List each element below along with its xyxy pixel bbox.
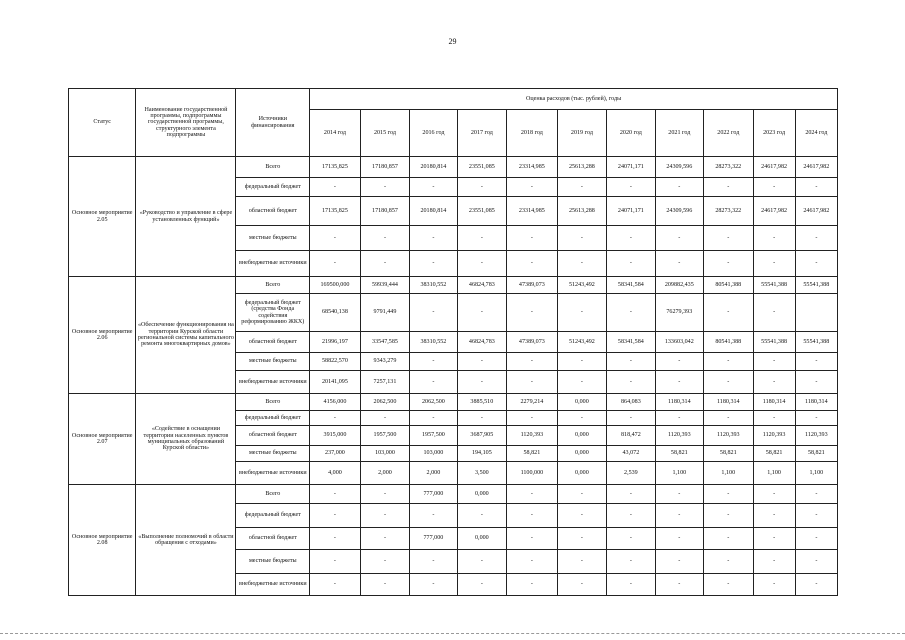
value-cell: 3687,905: [457, 426, 507, 446]
source-cell: Всего: [236, 485, 310, 504]
source-cell: местные бюджеты: [236, 226, 310, 251]
value-cell: 17135,825: [310, 197, 361, 226]
header-year: 2024 год: [795, 110, 837, 157]
value-cell: -: [360, 411, 410, 426]
value-cell: -: [607, 574, 655, 596]
value-cell: -: [360, 574, 410, 596]
value-cell: -: [704, 574, 754, 596]
value-cell: -: [753, 574, 795, 596]
source-cell: местные бюджеты: [236, 550, 310, 574]
value-cell: 24309,596: [655, 197, 703, 226]
value-cell: -: [410, 178, 457, 197]
value-cell: 1,100: [655, 462, 703, 485]
value-cell: -: [607, 178, 655, 197]
value-cell: 24617,982: [795, 157, 837, 178]
value-cell: 24617,982: [753, 157, 795, 178]
value-cell: -: [795, 504, 837, 528]
value-cell: -: [557, 178, 607, 197]
value-cell: -: [607, 226, 655, 251]
value-cell: -: [410, 353, 457, 371]
value-cell: 1,100: [704, 462, 754, 485]
value-cell: -: [704, 485, 754, 504]
value-cell: 25613,288: [557, 197, 607, 226]
value-cell: 0,000: [557, 462, 607, 485]
value-cell: -: [310, 550, 361, 574]
value-cell: -: [655, 574, 703, 596]
value-cell: -: [607, 528, 655, 550]
value-cell: -: [655, 251, 703, 277]
value-cell: -: [607, 504, 655, 528]
value-cell: 1120,393: [655, 426, 703, 446]
header-name: Наименование государственной программы, подпрограммы государственной программы, структурного элемента подпрограммы: [136, 89, 236, 157]
value-cell: -: [607, 251, 655, 277]
value-cell: 194,105: [457, 446, 507, 462]
value-cell: -: [655, 411, 703, 426]
value-cell: -: [704, 353, 754, 371]
value-cell: -: [410, 550, 457, 574]
value-cell: 58341,584: [607, 277, 655, 294]
value-cell: -: [795, 550, 837, 574]
value-cell: 28273,322: [704, 197, 754, 226]
source-cell: областной бюджет: [236, 197, 310, 226]
value-cell: 103,000: [360, 446, 410, 462]
value-cell: 7257,131: [360, 371, 410, 394]
page-number: 29: [448, 37, 457, 46]
value-cell: -: [457, 294, 507, 332]
value-cell: -: [753, 411, 795, 426]
value-cell: -: [360, 178, 410, 197]
value-cell: -: [607, 485, 655, 504]
value-cell: 24071,171: [607, 157, 655, 178]
value-cell: -: [557, 371, 607, 394]
value-cell: 777,000: [410, 528, 457, 550]
value-cell: 1120,393: [507, 426, 558, 446]
value-cell: 24071,171: [607, 197, 655, 226]
value-cell: 58,821: [704, 446, 754, 462]
name-cell: «Содействие в оснащении территории населенных пунктов муниципальных образований Курской области»: [136, 394, 236, 485]
value-cell: -: [753, 550, 795, 574]
value-cell: -: [753, 226, 795, 251]
value-cell: -: [410, 411, 457, 426]
status-cell: Основное мероприятие 2.08: [69, 485, 136, 596]
value-cell: 209882,435: [655, 277, 703, 294]
value-cell: 17180,857: [360, 197, 410, 226]
value-cell: -: [704, 411, 754, 426]
value-cell: -: [507, 411, 558, 426]
value-cell: -: [704, 178, 754, 197]
value-cell: 4156,000: [310, 394, 361, 411]
value-cell: -: [310, 485, 361, 504]
value-cell: -: [704, 251, 754, 277]
value-cell: 55541,388: [795, 277, 837, 294]
value-cell: -: [457, 178, 507, 197]
value-cell: 80541,388: [704, 332, 754, 353]
value-cell: -: [557, 251, 607, 277]
value-cell: -: [507, 504, 558, 528]
header-year: 2020 год: [607, 110, 655, 157]
page-bottom-rule: [0, 633, 905, 635]
table-row: [69, 394, 838, 411]
value-cell: 1,100: [753, 462, 795, 485]
value-cell: 20180,814: [410, 157, 457, 178]
name-cell: «Обеспечение функционирования на территории Курской области региональной системы капитального ремонта многоквартирных домов»: [136, 277, 236, 394]
value-cell: -: [410, 294, 457, 332]
value-cell: -: [557, 226, 607, 251]
value-cell: -: [655, 485, 703, 504]
value-cell: -: [310, 574, 361, 596]
value-cell: -: [557, 411, 607, 426]
value-cell: -: [753, 371, 795, 394]
value-cell: -: [655, 528, 703, 550]
value-cell: -: [457, 411, 507, 426]
header-year: 2023 год: [753, 110, 795, 157]
value-cell: -: [360, 504, 410, 528]
value-cell: 17180,857: [360, 157, 410, 178]
value-cell: -: [360, 226, 410, 251]
value-cell: 0,000: [457, 528, 507, 550]
value-cell: -: [557, 550, 607, 574]
value-cell: -: [753, 504, 795, 528]
value-cell: -: [507, 371, 558, 394]
source-cell: Всего: [236, 157, 310, 178]
value-cell: 58822,570: [310, 353, 361, 371]
value-cell: 24309,596: [655, 157, 703, 178]
value-cell: 24617,982: [753, 197, 795, 226]
source-cell: внебюджетные источники: [236, 574, 310, 596]
value-cell: 4,000: [310, 462, 361, 485]
value-cell: -: [557, 353, 607, 371]
value-cell: 47389,073: [507, 332, 558, 353]
value-cell: 58,821: [507, 446, 558, 462]
value-cell: 3915,000: [310, 426, 361, 446]
value-cell: 1180,314: [795, 394, 837, 411]
value-cell: -: [360, 485, 410, 504]
source-cell: федеральный бюджет: [236, 178, 310, 197]
value-cell: -: [457, 226, 507, 251]
value-cell: 43,072: [607, 446, 655, 462]
value-cell: -: [310, 226, 361, 251]
value-cell: -: [704, 371, 754, 394]
value-cell: -: [753, 178, 795, 197]
value-cell: -: [557, 574, 607, 596]
value-cell: 55541,388: [753, 332, 795, 353]
value-cell: -: [655, 178, 703, 197]
value-cell: -: [310, 178, 361, 197]
value-cell: -: [607, 353, 655, 371]
value-cell: 58,821: [655, 446, 703, 462]
value-cell: 58,821: [753, 446, 795, 462]
value-cell: 0,000: [557, 446, 607, 462]
value-cell: 80541,388: [704, 277, 754, 294]
value-cell: -: [507, 574, 558, 596]
header-status: Статус: [69, 89, 136, 157]
value-cell: -: [655, 504, 703, 528]
value-cell: 58,821: [795, 446, 837, 462]
value-cell: 2,000: [410, 462, 457, 485]
source-cell: Всего: [236, 277, 310, 294]
value-cell: -: [753, 528, 795, 550]
value-cell: -: [655, 226, 703, 251]
value-cell: -: [557, 528, 607, 550]
value-cell: -: [507, 178, 558, 197]
value-cell: 0,000: [557, 394, 607, 411]
value-cell: 58341,584: [607, 332, 655, 353]
value-cell: 1180,314: [655, 394, 703, 411]
value-cell: 46824,783: [457, 277, 507, 294]
value-cell: -: [655, 550, 703, 574]
source-cell: федеральный бюджет: [236, 504, 310, 528]
value-cell: 25613,288: [557, 157, 607, 178]
header-year: 2019 год: [557, 110, 607, 157]
status-cell: Основное мероприятие 2.06: [69, 277, 136, 394]
value-cell: 23551,085: [457, 197, 507, 226]
value-cell: -: [795, 371, 837, 394]
value-cell: 20180,814: [410, 197, 457, 226]
value-cell: -: [310, 251, 361, 277]
header-year: 2017 год: [457, 110, 507, 157]
source-cell: областной бюджет: [236, 332, 310, 353]
budget-table: [68, 88, 838, 596]
value-cell: 0,000: [457, 485, 507, 504]
value-cell: 28273,322: [704, 157, 754, 178]
value-cell: 38310,552: [410, 332, 457, 353]
value-cell: -: [704, 294, 754, 332]
value-cell: 777,000: [410, 485, 457, 504]
value-cell: 3,500: [457, 462, 507, 485]
value-cell: 1120,393: [753, 426, 795, 446]
header-sources: Источники финансирования: [236, 89, 310, 157]
value-cell: 21996,197: [310, 332, 361, 353]
value-cell: 24617,982: [795, 197, 837, 226]
value-cell: 103,000: [410, 446, 457, 462]
value-cell: 818,472: [607, 426, 655, 446]
value-cell: 9343,279: [360, 353, 410, 371]
value-cell: 76279,393: [655, 294, 703, 332]
value-cell: 1120,393: [704, 426, 754, 446]
value-cell: [795, 294, 837, 332]
value-cell: -: [457, 550, 507, 574]
value-cell: -: [457, 353, 507, 371]
value-cell: 2062,500: [410, 394, 457, 411]
source-cell: Всего: [236, 394, 310, 411]
value-cell: -: [310, 411, 361, 426]
value-cell: 55541,388: [795, 332, 837, 353]
source-cell: внебюджетные источники: [236, 251, 310, 277]
value-cell: 133603,042: [655, 332, 703, 353]
value-cell: 23551,085: [457, 157, 507, 178]
value-cell: -: [753, 353, 795, 371]
value-cell: -: [507, 226, 558, 251]
value-cell: -: [410, 371, 457, 394]
value-cell: -: [457, 251, 507, 277]
source-cell: местные бюджеты: [236, 353, 310, 371]
value-cell: -: [753, 294, 795, 332]
table-row: [69, 157, 838, 178]
value-cell: 9791,449: [360, 294, 410, 332]
value-cell: 46824,783: [457, 332, 507, 353]
value-cell: -: [507, 550, 558, 574]
value-cell: 38310,552: [410, 277, 457, 294]
value-cell: -: [607, 294, 655, 332]
value-cell: -: [704, 226, 754, 251]
value-cell: -: [457, 371, 507, 394]
value-cell: -: [557, 294, 607, 332]
value-cell: 2062,500: [360, 394, 410, 411]
source-cell: областной бюджет: [236, 528, 310, 550]
value-cell: 2,539: [607, 462, 655, 485]
value-cell: 20141,095: [310, 371, 361, 394]
value-cell: 1180,314: [704, 394, 754, 411]
value-cell: -: [704, 504, 754, 528]
value-cell: -: [655, 371, 703, 394]
value-cell: -: [507, 485, 558, 504]
value-cell: -: [507, 251, 558, 277]
header-estimate: Оценка расходов (тыс. рублей), годы: [310, 89, 838, 110]
header-year: 2014 год: [310, 110, 361, 157]
value-cell: 59939,444: [360, 277, 410, 294]
value-cell: -: [795, 178, 837, 197]
value-cell: 2279,214: [507, 394, 558, 411]
value-cell: -: [795, 574, 837, 596]
value-cell: 169500,000: [310, 277, 361, 294]
value-cell: -: [410, 251, 457, 277]
source-cell: федеральный бюджет: [236, 411, 310, 426]
source-cell: внебюджетные источники: [236, 371, 310, 394]
value-cell: 864,083: [607, 394, 655, 411]
value-cell: 1120,393: [795, 426, 837, 446]
value-cell: -: [607, 411, 655, 426]
source-cell: федеральный бюджет (средства Фонда содействия реформированию ЖКХ): [236, 294, 310, 332]
value-cell: -: [360, 251, 410, 277]
name-cell: «Руководство и управление в сфере установленных функций»: [136, 157, 236, 277]
value-cell: -: [457, 504, 507, 528]
value-cell: 33547,585: [360, 332, 410, 353]
value-cell: -: [795, 353, 837, 371]
value-cell: -: [507, 528, 558, 550]
source-cell: внебюджетные источники: [236, 462, 310, 485]
value-cell: -: [360, 550, 410, 574]
value-cell: -: [457, 574, 507, 596]
value-cell: -: [310, 528, 361, 550]
value-cell: -: [704, 528, 754, 550]
value-cell: -: [507, 294, 558, 332]
value-cell: 68540,138: [310, 294, 361, 332]
value-cell: 1,100: [795, 462, 837, 485]
value-cell: 51243,492: [557, 332, 607, 353]
value-cell: -: [795, 251, 837, 277]
value-cell: -: [795, 485, 837, 504]
value-cell: -: [607, 550, 655, 574]
value-cell: 17135,825: [310, 157, 361, 178]
name-cell: «Выполнение полномочий в области обращения с отходами»: [136, 485, 236, 596]
source-cell: местные бюджеты: [236, 446, 310, 462]
table-row: [69, 277, 838, 294]
value-cell: 1100,000: [507, 462, 558, 485]
value-cell: -: [410, 574, 457, 596]
status-cell: Основное мероприятие 2.07: [69, 394, 136, 485]
header-year: 2016 год: [410, 110, 457, 157]
value-cell: -: [557, 485, 607, 504]
table-row: [69, 485, 838, 504]
value-cell: 1957,500: [410, 426, 457, 446]
value-cell: 23314,985: [507, 197, 558, 226]
header-year: 2021 год: [655, 110, 703, 157]
value-cell: 51243,492: [557, 277, 607, 294]
value-cell: -: [753, 251, 795, 277]
value-cell: -: [410, 226, 457, 251]
header-year: 2015 год: [360, 110, 410, 157]
value-cell: 3885,510: [457, 394, 507, 411]
value-cell: -: [795, 226, 837, 251]
value-cell: 1957,500: [360, 426, 410, 446]
value-cell: -: [753, 485, 795, 504]
value-cell: 1180,314: [753, 394, 795, 411]
value-cell: -: [704, 550, 754, 574]
value-cell: -: [795, 528, 837, 550]
value-cell: 47389,073: [507, 277, 558, 294]
value-cell: -: [655, 353, 703, 371]
value-cell: -: [360, 528, 410, 550]
value-cell: -: [507, 353, 558, 371]
value-cell: -: [557, 504, 607, 528]
header-year: 2018 год: [507, 110, 558, 157]
value-cell: -: [795, 411, 837, 426]
header-year: 2022 год: [704, 110, 754, 157]
source-cell: областной бюджет: [236, 426, 310, 446]
value-cell: 23314,985: [507, 157, 558, 178]
status-cell: Основное мероприятие 2.05: [69, 157, 136, 277]
value-cell: -: [410, 504, 457, 528]
value-cell: 0,000: [557, 426, 607, 446]
value-cell: 2,000: [360, 462, 410, 485]
value-cell: -: [310, 504, 361, 528]
value-cell: -: [607, 371, 655, 394]
value-cell: 55541,388: [753, 277, 795, 294]
value-cell: 237,000: [310, 446, 361, 462]
